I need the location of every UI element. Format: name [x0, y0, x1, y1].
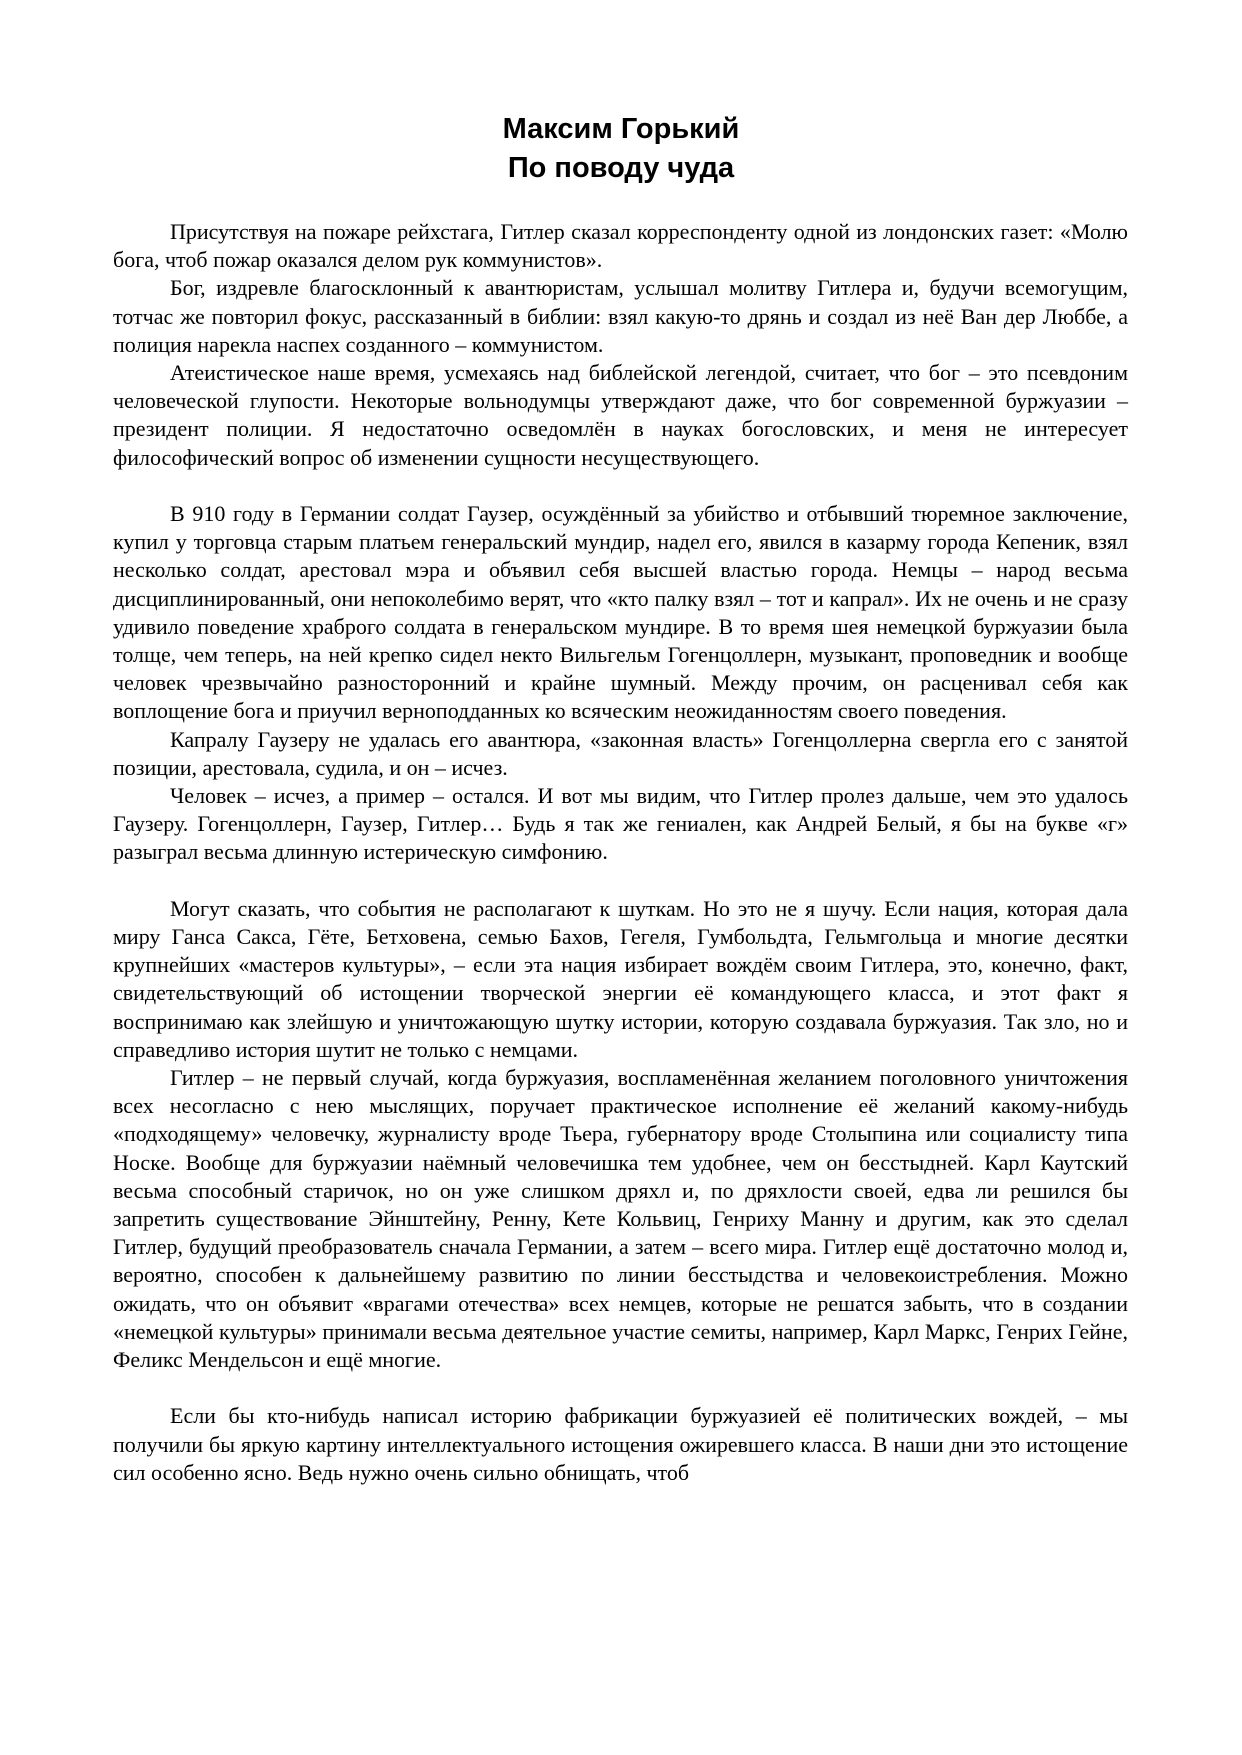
paragraph-spacer [113, 472, 1128, 500]
paragraph: В 910 году в Германии солдат Гаузер, осуждённый за убийство и отбывший тюремное заключение, купил у торговца старым платьем генеральский мундир, надел его, явился в казарму города Кепеник, взял несколько солдат, арестовал мэра и объявил себя высшей властью города. Немцы – народ весьма дисциплинированный, они непоколебимо верят, что «кто палку взял – тот и капрал». Их не очень и не сразу удивило поведение храброго солдата в генеральском мундире. В то время шея немецкой буржуазии была толще, чем теперь, на ней крепко сидел некто Вильгельм Гогенцоллерн, музыкант, проповедник и вообще человек чрезвычайно разносторонний и крайне шумный. Между прочим, он расценивал себя как воплощение бога и приучил верноподданных ко всяческим неожиданностям своего поведения. [113, 501, 1128, 724]
paragraph: Человек – исчез, а пример – остался. И вот мы видим, что Гитлер пролез дальше, чем это удалось Гаузеру. Гогенцоллерн, Гаузер, Гитлер… Будь я так же гениален, как Андрей Белый, я бы на букве «г» разыграл весьма длинную истерическую симфонию. [113, 783, 1128, 865]
paragraph: Капралу Гаузеру не удалась его авантюра, «законная власть» Гогенцоллерна свергла его с занятой позиции, арестовала, судила, и он – исчез. [113, 726, 1128, 780]
paragraph: Если бы кто-нибудь написал историю фабрикации буржуазией её политических вождей, – мы получили бы яркую картину интеллектуального истощения ожиревшего класса. В наши дни это истощение сил особенно ясно. Ведь нужно очень сильно обнищать, чтоб [113, 1403, 1128, 1485]
author-name: Максим Горький [502, 113, 740, 145]
title-block [0, 110, 1242, 188]
paragraph: Атеистическое наше время, усмехаясь над библейской легендой, считает, что бог – это псевдоним человеческой глупости. Некоторые вольнодумцы утверждают даже, что бог современной буржуазии – президент полиции. Я недостаточно осведомлён в науках богословских, и меня не интересует философический вопрос об изменении сущности несуществующего. [113, 360, 1128, 470]
paragraph: Бог, издревле благосклонный к авантюристам, услышал молитву Гитлера и, будучи всемогущим, тотчас же повторил фокус, рассказанный в библии: взял какую-то дрянь и создал из неё Ван дер Люббе, а полиция нарекла наспех созданного – коммунистом. [113, 275, 1128, 357]
paragraph-spacer [113, 867, 1128, 895]
page-title: По поводу чуда [507, 152, 735, 184]
article-body [113, 218, 1128, 1487]
paragraph-spacer [113, 1374, 1128, 1402]
paragraph: Гитлер – не первый случай, когда буржуазия, воспламенённая желанием поголовного уничтожения всех несогласно с нею мыслящих, поручает практическое исполнение её желаний какому-нибудь «подходящему» человечку, журналисту вроде Тьера, губернатору вроде Столыпина или социалисту типа Носке. Вообще для буржуазии наёмный человечишка тем удобнее, чем он бесстыдней. Карл Каутский весьма способный старичок, но он уже слишком дряхл и, по дряхлости своей, едва ли решился бы запретить существование Эйнштейну, Ренну, Кете Кольвиц, Генриху Манну и другим, как это сделал Гитлер, будущий преобразователь сначала Германии, а затем – всего мира. Гитлер ещё достаточно молод и, вероятно, способен к дальнейшему развитию по линии бесстыдства и человекоистребления. Можно ожидать, что он объявит «врагами отечества» всех немцев, которые не решатся забыть, что в создании «немецкой культуры» принимали весьма деятельное участие семиты, например, Карл Маркс, Генрих Гейне, Феликс Мендельсон и ещё многие. [113, 1065, 1128, 1373]
paragraph: Присутствуя на пожаре рейхстага, Гитлер сказал корреспонденту одной из лондонских газет: «Молю бога, чтоб пожар оказался делом рук коммунистов». [113, 219, 1128, 273]
paragraph: Могут сказать, что события не располагают к шуткам. Но это не я шучу. Если нация, которая дала миру Ганса Сакса, Гёте, Бетховена, семью Бахов, Гегеля, Гумбольдта, Гельмгольца и многие десятки крупнейших «мастеров культуры», – если эта нация избирает вождём своим Гитлера, это, конечно, факт, свидетельствующий об истощении творческой энергии её командующего класса, и этот факт я воспринимаю как злейшую и уничтожающую шутку истории, которую создавала буржуазия. Так зло, но и справедливо история шутит не только с немцами. [113, 895, 1128, 1062]
